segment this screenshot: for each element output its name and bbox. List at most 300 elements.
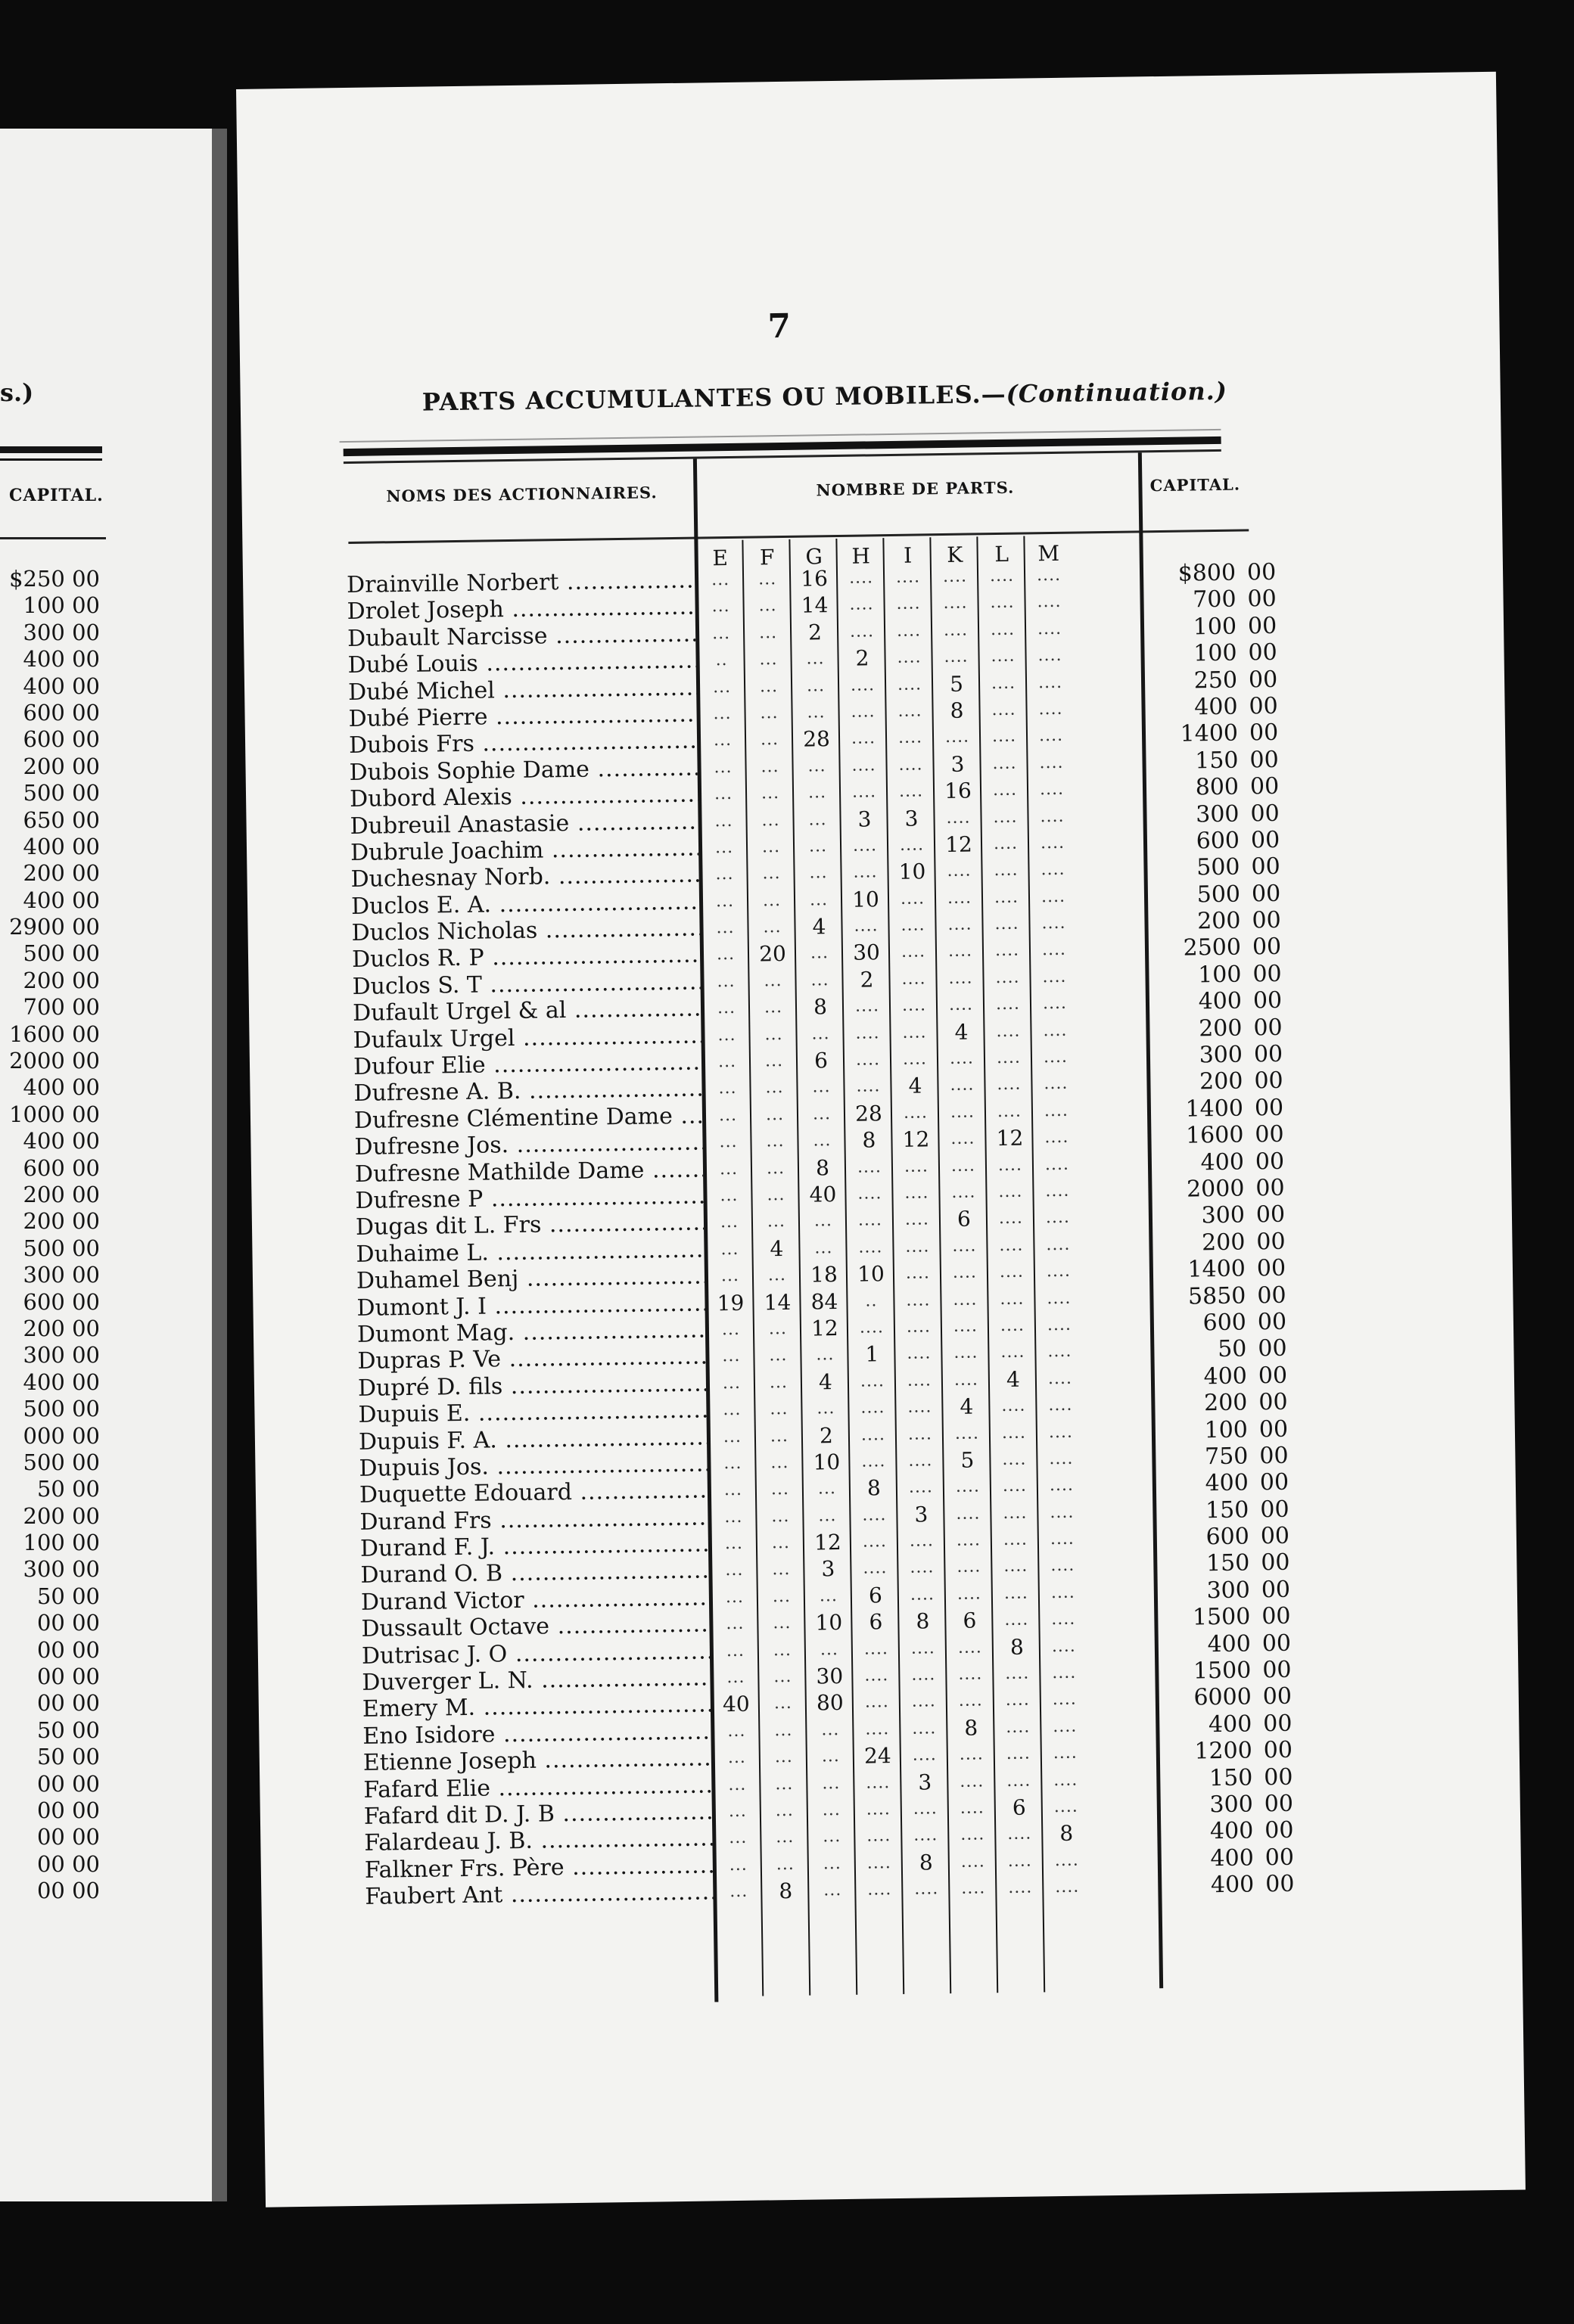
share-count-F: ... xyxy=(764,1024,783,1045)
previous-page-capital-value: 500 00 xyxy=(23,1235,100,1261)
capital-cents: 00 xyxy=(1258,1362,1288,1390)
share-count-H: .. xyxy=(865,1291,878,1311)
previous-page-capital-value: 1600 00 xyxy=(9,1021,100,1047)
capital-amount: 1400 xyxy=(1185,1095,1244,1123)
share-count-I: .... xyxy=(910,1558,935,1578)
capital-amount: 300 xyxy=(1206,1577,1251,1605)
share-count-F: ... xyxy=(764,1052,784,1071)
capital-amount: 600 xyxy=(1196,827,1240,855)
share-count-H: .... xyxy=(866,1800,891,1819)
share-count-F: ... xyxy=(773,1614,792,1633)
shareholder-name: Duclos E. A. ..... xyxy=(351,888,699,920)
share-count-F: ... xyxy=(764,971,782,991)
share-count-G: ... xyxy=(817,1479,837,1499)
share-count-K: .... xyxy=(958,1664,983,1684)
share-count-K: .... xyxy=(958,1691,983,1711)
share-count-K: .... xyxy=(943,620,969,640)
capital-amount: 1600 xyxy=(1185,1121,1244,1149)
shareholder-name: Faubert Ant ..... xyxy=(365,1879,713,1911)
share-count-E: ... xyxy=(719,1132,738,1152)
capital-amount: 400 xyxy=(1203,1362,1248,1390)
share-count-I: .... xyxy=(912,1719,937,1738)
share-count-M: .... xyxy=(1053,1717,1078,1736)
share-count-L: .... xyxy=(994,860,1019,881)
share-count-M: .... xyxy=(1049,1449,1074,1469)
previous-page-capital-value: 400 00 xyxy=(23,1074,100,1101)
share-count-E: ... xyxy=(726,1614,745,1634)
share-count-E: ... xyxy=(727,1721,746,1741)
share-count-L: .... xyxy=(989,566,1015,586)
share-count-K: .... xyxy=(947,941,973,962)
share-count-F: ... xyxy=(762,890,782,911)
share-count-K: .... xyxy=(960,1771,985,1791)
shareholder-name: Duchesnay Norb. ..... xyxy=(350,862,698,893)
share-count-L: .... xyxy=(1006,1744,1031,1764)
share-count-G: ... xyxy=(809,863,828,883)
share-count-H: .... xyxy=(862,1532,888,1552)
shareholder-name: Falardeau J. B. ..... xyxy=(364,1825,712,1857)
share-count-H: 24 xyxy=(863,1743,891,1769)
shareholder-name: Duclos R. P ..... xyxy=(352,942,700,974)
shareholder-name: Duverger L. N. ..... xyxy=(362,1664,710,1696)
capital-amount: $800 xyxy=(1177,559,1236,587)
capital-cents: 00 xyxy=(1261,1602,1291,1630)
share-count-K: .... xyxy=(942,567,968,587)
share-count-F: 14 xyxy=(764,1289,792,1315)
share-count-K: .... xyxy=(952,1236,977,1256)
shareholder-name: Dufresne Mathilde Dame ..... xyxy=(355,1156,703,1188)
share-count-G: 4 xyxy=(818,1369,833,1395)
share-count-M: .... xyxy=(1036,565,1062,586)
shareholder-name: Dugas dit L. Frs ..... xyxy=(356,1210,704,1241)
shareholder-name: Duhaime L. ..... xyxy=(356,1236,704,1268)
previous-page-capital-value: 2000 00 xyxy=(9,1048,100,1074)
share-count-I: .... xyxy=(913,1799,938,1819)
share-count-M: .... xyxy=(1040,833,1065,853)
share-count-I: .... xyxy=(904,1156,929,1176)
previous-page-capital-value: 00 00 xyxy=(36,1636,100,1663)
share-count-G: ... xyxy=(823,1853,841,1874)
share-count-E: ... xyxy=(721,1319,741,1340)
previous-page-capital-value: 300 00 xyxy=(23,1262,100,1288)
share-count-I: .... xyxy=(906,1317,932,1337)
share-count-F: ... xyxy=(764,998,783,1018)
share-count-H: .... xyxy=(857,1184,882,1204)
capital-cents: 00 xyxy=(1256,1254,1286,1282)
previous-page xyxy=(0,129,227,2201)
share-count-L: .... xyxy=(1005,1664,1030,1684)
share-count-E: ... xyxy=(716,945,736,965)
capital-amount: 5850 xyxy=(1187,1282,1246,1310)
share-count-I: .... xyxy=(897,674,922,694)
share-count-K: 16 xyxy=(944,778,972,804)
share-count-E: ... xyxy=(717,1025,736,1045)
shareholder-name: Dumont J. I ..... xyxy=(356,1290,705,1322)
previous-page-capital-value: 500 00 xyxy=(23,780,100,806)
share-count-F: ... xyxy=(773,1640,792,1660)
share-count-G: 16 xyxy=(801,566,829,592)
share-count-M: .... xyxy=(1053,1743,1078,1763)
share-count-I: .... xyxy=(901,996,927,1016)
share-count-H: 28 xyxy=(854,1101,883,1126)
share-count-L: .... xyxy=(1007,1851,1032,1871)
capital-cents: 00 xyxy=(1256,1228,1286,1256)
capital-amount: 400 xyxy=(1208,1710,1252,1738)
previous-page-capital-value: 400 00 xyxy=(23,673,100,699)
share-count-G: ... xyxy=(806,676,826,696)
share-count-H: .... xyxy=(851,756,876,775)
share-count-L: .... xyxy=(1003,1530,1028,1550)
share-count-H: .... xyxy=(860,1425,886,1445)
share-count-H: .... xyxy=(849,595,874,615)
share-count-E: ... xyxy=(724,1507,743,1527)
previous-page-capital-value: 500 00 xyxy=(23,1396,100,1422)
capital-amount: 300 xyxy=(1201,1201,1246,1229)
shareholder-name: Duhamel Benj ..... xyxy=(356,1263,705,1295)
share-count-I: .... xyxy=(901,942,926,962)
share-count-K: .... xyxy=(953,1316,978,1336)
shareholder-name: Dubreuil Anastasie ..... xyxy=(350,808,698,840)
share-count-G: 12 xyxy=(810,1315,838,1341)
capital-amount: 2000 xyxy=(1186,1175,1245,1203)
capital-amount: 700 xyxy=(1193,586,1236,614)
share-count-E: ... xyxy=(717,971,736,992)
share-count-M: .... xyxy=(1053,1797,1078,1817)
share-count-F: ... xyxy=(761,757,779,777)
share-count-M: .... xyxy=(1043,1021,1068,1040)
share-count-F: ... xyxy=(773,1667,792,1687)
shareholder-name: Dubé Louis ..... xyxy=(347,648,695,679)
share-count-L: .... xyxy=(1000,1342,1025,1362)
share-column-letter: F xyxy=(759,545,775,570)
share-count-M: .... xyxy=(1052,1663,1077,1683)
shareholder-name: Dupuis Jos. ..... xyxy=(359,1450,707,1482)
previous-page-capital-value: 400 00 xyxy=(23,646,100,673)
share-count-L: .... xyxy=(998,1209,1024,1229)
share-count-H: .... xyxy=(851,729,876,749)
previous-page-capital-column xyxy=(0,566,100,1905)
capital-cents: 00 xyxy=(1262,1683,1292,1710)
share-count-H: .... xyxy=(863,1639,889,1659)
previous-page-capital-value: 00 00 xyxy=(36,1664,100,1690)
share-count-F: ... xyxy=(776,1828,795,1847)
share-count-G: 10 xyxy=(815,1610,843,1636)
shareholder-name: Dufresne A. B. ..... xyxy=(353,1076,701,1108)
share-count-K: 4 xyxy=(954,1019,969,1045)
share-count-E: ... xyxy=(723,1480,743,1500)
share-count-M: .... xyxy=(1040,806,1065,826)
share-count-M: .... xyxy=(1044,1154,1070,1174)
share-count-F: ... xyxy=(775,1800,795,1821)
share-count-K: .... xyxy=(957,1584,982,1604)
share-count-F: ... xyxy=(763,918,782,937)
share-count-H: .... xyxy=(850,675,876,695)
capital-amount: 300 xyxy=(1209,1791,1254,1819)
share-count-E: ... xyxy=(711,570,730,590)
share-count-F: ... xyxy=(761,810,780,830)
capital-cents: 00 xyxy=(1265,1870,1295,1898)
share-count-L: .... xyxy=(994,914,1019,934)
capital-cents: 00 xyxy=(1260,1522,1290,1550)
share-count-I: 4 xyxy=(908,1073,922,1099)
share-count-H: .... xyxy=(858,1237,883,1257)
share-count-M: .... xyxy=(1050,1583,1076,1603)
previous-page-capital-value: 300 00 xyxy=(23,619,100,645)
previous-page-capital-value: 00 00 xyxy=(36,1770,100,1797)
capital-cents: 00 xyxy=(1258,1415,1289,1443)
capital-amount: 400 xyxy=(1205,1469,1249,1497)
share-count-G: 4 xyxy=(812,914,826,940)
shareholder-name: Dubault Narcisse ..... xyxy=(347,620,695,652)
share-count-F: ... xyxy=(765,1105,785,1125)
capital-cents: 00 xyxy=(1249,772,1280,800)
share-count-L: .... xyxy=(991,646,1016,666)
shareholder-name: Duclos Nicholas ..... xyxy=(351,915,699,947)
page-title-continuation: (Continuation.) xyxy=(1006,376,1228,409)
share-count-E: ... xyxy=(714,837,734,858)
share-count-E: ... xyxy=(722,1347,741,1366)
shareholder-name: Dubord Alexis ..... xyxy=(350,781,698,813)
share-count-L: .... xyxy=(997,1075,1022,1095)
page-title-main: PARTS ACCUMULANTES OU MOBILES.— xyxy=(421,379,1006,417)
share-count-H: 2 xyxy=(860,967,874,993)
share-count-I: .... xyxy=(901,969,926,989)
previous-page-capital-value: 00 00 xyxy=(36,1850,100,1877)
capital-cents: 00 xyxy=(1249,746,1279,774)
previous-page-capital-value: 300 00 xyxy=(23,1556,100,1583)
share-count-G: 8 xyxy=(813,994,828,1020)
share-count-K: .... xyxy=(944,727,970,747)
capital-amount: 100 xyxy=(1193,639,1237,667)
shareholder-name: Dubé Michel ..... xyxy=(348,674,696,706)
share-count-L: .... xyxy=(996,1048,1022,1068)
share-count-L: .... xyxy=(991,673,1016,693)
previous-page-capital-value: 500 00 xyxy=(23,940,100,967)
share-count-F: ... xyxy=(758,596,777,616)
share-count-G: ... xyxy=(823,1827,841,1847)
capital-amount: 300 xyxy=(1195,800,1240,828)
share-count-G: 3 xyxy=(821,1556,835,1582)
share-count-E: ... xyxy=(719,1159,739,1179)
share-count-E: ... xyxy=(723,1453,742,1474)
shareholder-name: Falkner Frs. Père ..... xyxy=(365,1852,713,1884)
share-count-F: ... xyxy=(757,570,777,589)
share-count-L: .... xyxy=(1007,1824,1032,1844)
share-count-I: .... xyxy=(902,1049,928,1069)
share-count-G: ... xyxy=(806,649,825,669)
share-count-I: .... xyxy=(911,1665,936,1685)
share-count-L: .... xyxy=(994,941,1020,961)
share-count-L: .... xyxy=(997,1101,1022,1121)
share-count-M: .... xyxy=(1044,1101,1069,1121)
previous-page-capital-value: 300 00 xyxy=(23,1342,100,1369)
share-count-I: 12 xyxy=(902,1126,930,1153)
capital-cents: 00 xyxy=(1263,1736,1293,1764)
previous-page-capital-value: 200 00 xyxy=(23,860,100,887)
share-count-K: .... xyxy=(950,1156,976,1176)
capital-cents: 00 xyxy=(1263,1710,1292,1738)
share-count-M: .... xyxy=(1041,860,1065,880)
share-count-E: ... xyxy=(723,1427,742,1446)
capital-amount: 200 xyxy=(1198,1014,1243,1042)
share-count-L: 6 xyxy=(1012,1794,1026,1820)
previous-page-capital-value: 2900 00 xyxy=(9,914,100,940)
share-count-M: .... xyxy=(1045,1181,1070,1201)
capital-amount: 400 xyxy=(1200,1148,1245,1176)
share-count-E: ... xyxy=(714,757,733,778)
share-count-M: .... xyxy=(1055,1877,1080,1897)
share-count-F: ... xyxy=(774,1720,793,1741)
share-count-G: ... xyxy=(817,1399,835,1418)
share-count-I: .... xyxy=(910,1585,935,1605)
share-count-F: ... xyxy=(766,1132,785,1151)
share-count-M: .... xyxy=(1041,913,1066,934)
capital-cents: 00 xyxy=(1247,586,1277,613)
capital-cents: 00 xyxy=(1261,1630,1292,1657)
share-count-I: .... xyxy=(907,1344,932,1364)
capital-cents: 00 xyxy=(1251,880,1281,908)
share-count-H: .... xyxy=(866,1773,891,1793)
share-count-I: .... xyxy=(896,594,921,614)
share-count-L: .... xyxy=(990,593,1015,613)
share-count-G: ... xyxy=(812,1104,832,1124)
capital-amount: 1400 xyxy=(1187,1255,1246,1283)
capital-cents: 00 xyxy=(1254,1067,1283,1095)
share-count-E: ... xyxy=(722,1373,742,1393)
share-count-I: .... xyxy=(899,835,925,855)
share-count-H: 1 xyxy=(865,1341,879,1367)
share-count-K: 5 xyxy=(949,671,964,697)
share-count-L: .... xyxy=(1000,1316,1025,1335)
share-count-E: ... xyxy=(718,1105,738,1126)
share-count-M: .... xyxy=(1037,619,1062,639)
share-count-G: ... xyxy=(813,1211,833,1231)
share-count-K: .... xyxy=(952,1263,978,1283)
capital-amount: 100 xyxy=(1204,1416,1249,1443)
share-count-E: ... xyxy=(715,891,735,911)
share-column-letter: I xyxy=(903,542,913,568)
share-column-letter: G xyxy=(805,544,823,570)
share-column-letter: K xyxy=(946,542,963,567)
previous-page-capital-value: 600 00 xyxy=(23,1154,100,1181)
share-count-I: .... xyxy=(898,781,924,801)
share-count-F: ... xyxy=(761,784,780,803)
capital-cents: 00 xyxy=(1262,1656,1292,1684)
previous-page-capital-value: 200 00 xyxy=(23,967,100,993)
share-column-letter: E xyxy=(712,545,729,571)
capital-amount: 400 xyxy=(1209,1817,1254,1845)
share-count-M: .... xyxy=(1042,994,1068,1014)
share-count-E: ... xyxy=(714,785,733,804)
capital-cents: 00 xyxy=(1258,1335,1287,1362)
share-count-H: .... xyxy=(852,836,878,856)
share-count-L: .... xyxy=(994,887,1019,907)
share-count-K: .... xyxy=(950,1075,975,1095)
share-count-G: ... xyxy=(822,1773,841,1793)
share-count-H: .... xyxy=(849,622,875,642)
share-count-L: 4 xyxy=(1006,1366,1021,1392)
share-count-F: ... xyxy=(770,1480,790,1499)
previous-page-capital-value: 200 00 xyxy=(23,753,100,779)
share-count-G: ... xyxy=(810,971,829,990)
share-count-F: ... xyxy=(761,837,781,857)
share-count-M: .... xyxy=(1045,1208,1071,1228)
capital-amount: 400 xyxy=(1210,1844,1255,1872)
previous-page-capital-value: 200 00 xyxy=(23,1208,100,1235)
share-count-K: .... xyxy=(953,1343,978,1363)
share-count-I: 3 xyxy=(918,1769,932,1795)
shareholder-name: Dubois Sophie Dame ..... xyxy=(349,754,697,786)
share-count-K: .... xyxy=(956,1504,981,1524)
previous-page-capital-value: 50 00 xyxy=(36,1583,100,1609)
shareholder-name: Dutrisac J. O ..... xyxy=(362,1638,710,1670)
capital-amount: 1200 xyxy=(1194,1737,1253,1765)
share-count-H: .... xyxy=(851,702,876,722)
share-count-L: .... xyxy=(1001,1423,1027,1443)
share-count-H: .... xyxy=(860,1371,885,1391)
share-count-H: .... xyxy=(855,1023,880,1043)
share-count-E: ... xyxy=(724,1533,744,1554)
share-count-G: ... xyxy=(808,809,827,830)
share-count-K: .... xyxy=(953,1370,979,1390)
share-count-M: .... xyxy=(1047,1342,1072,1362)
share-count-H: .... xyxy=(865,1719,890,1739)
share-count-H: .... xyxy=(867,1880,892,1900)
share-count-L: .... xyxy=(995,994,1021,1014)
share-count-M: .... xyxy=(1039,753,1064,772)
share-count-K: .... xyxy=(959,1745,984,1765)
share-count-E: ... xyxy=(729,1828,748,1848)
share-count-K: 8 xyxy=(964,1715,978,1741)
shareholder-name: Dufresne P ..... xyxy=(355,1183,703,1215)
share-count-E: ... xyxy=(728,1775,747,1794)
share-count-G: ... xyxy=(812,1077,831,1097)
share-count-M: .... xyxy=(1050,1556,1075,1576)
share-count-E: ... xyxy=(711,623,731,644)
share-count-F: ... xyxy=(760,704,779,723)
share-count-G: ... xyxy=(808,837,828,856)
share-count-G: ... xyxy=(821,1720,840,1740)
share-column-letter: M xyxy=(1037,540,1060,567)
share-count-M: 8 xyxy=(1059,1821,1074,1847)
capital-cents: 00 xyxy=(1261,1549,1290,1577)
previous-page-capital-value: 00 00 xyxy=(36,1690,100,1717)
shareholder-name: Fafard Elie ..... xyxy=(363,1772,711,1804)
column-header-names: NOMS DES ACTIONNAIRES. xyxy=(386,483,658,506)
capital-cents: 00 xyxy=(1264,1817,1294,1844)
capital-amount: 150 xyxy=(1205,1496,1249,1524)
share-count-F: ... xyxy=(758,623,778,643)
share-count-G: 40 xyxy=(809,1182,837,1207)
shareholder-name: Dubois Frs ..... xyxy=(349,728,697,760)
capital-cents: 00 xyxy=(1264,1763,1293,1791)
share-count-G: ... xyxy=(810,943,829,963)
share-count-L: 8 xyxy=(1009,1634,1024,1660)
shareholder-name: Dufaulx Urgel ..... xyxy=(353,1022,701,1054)
share-count-E: ... xyxy=(727,1748,747,1768)
share-count-E: ... xyxy=(713,731,733,750)
share-count-L: .... xyxy=(999,1262,1025,1282)
share-count-H: .... xyxy=(861,1452,886,1471)
capital-amount: 200 xyxy=(1196,907,1241,935)
share-count-K: .... xyxy=(961,1878,986,1898)
share-count-M: .... xyxy=(1038,699,1063,719)
share-count-I: .... xyxy=(914,1879,939,1899)
capital-cents: 00 xyxy=(1253,1014,1283,1041)
share-count-H: .... xyxy=(866,1826,891,1846)
capital-amount: 600 xyxy=(1202,1309,1247,1337)
share-count-M: .... xyxy=(1039,779,1065,800)
